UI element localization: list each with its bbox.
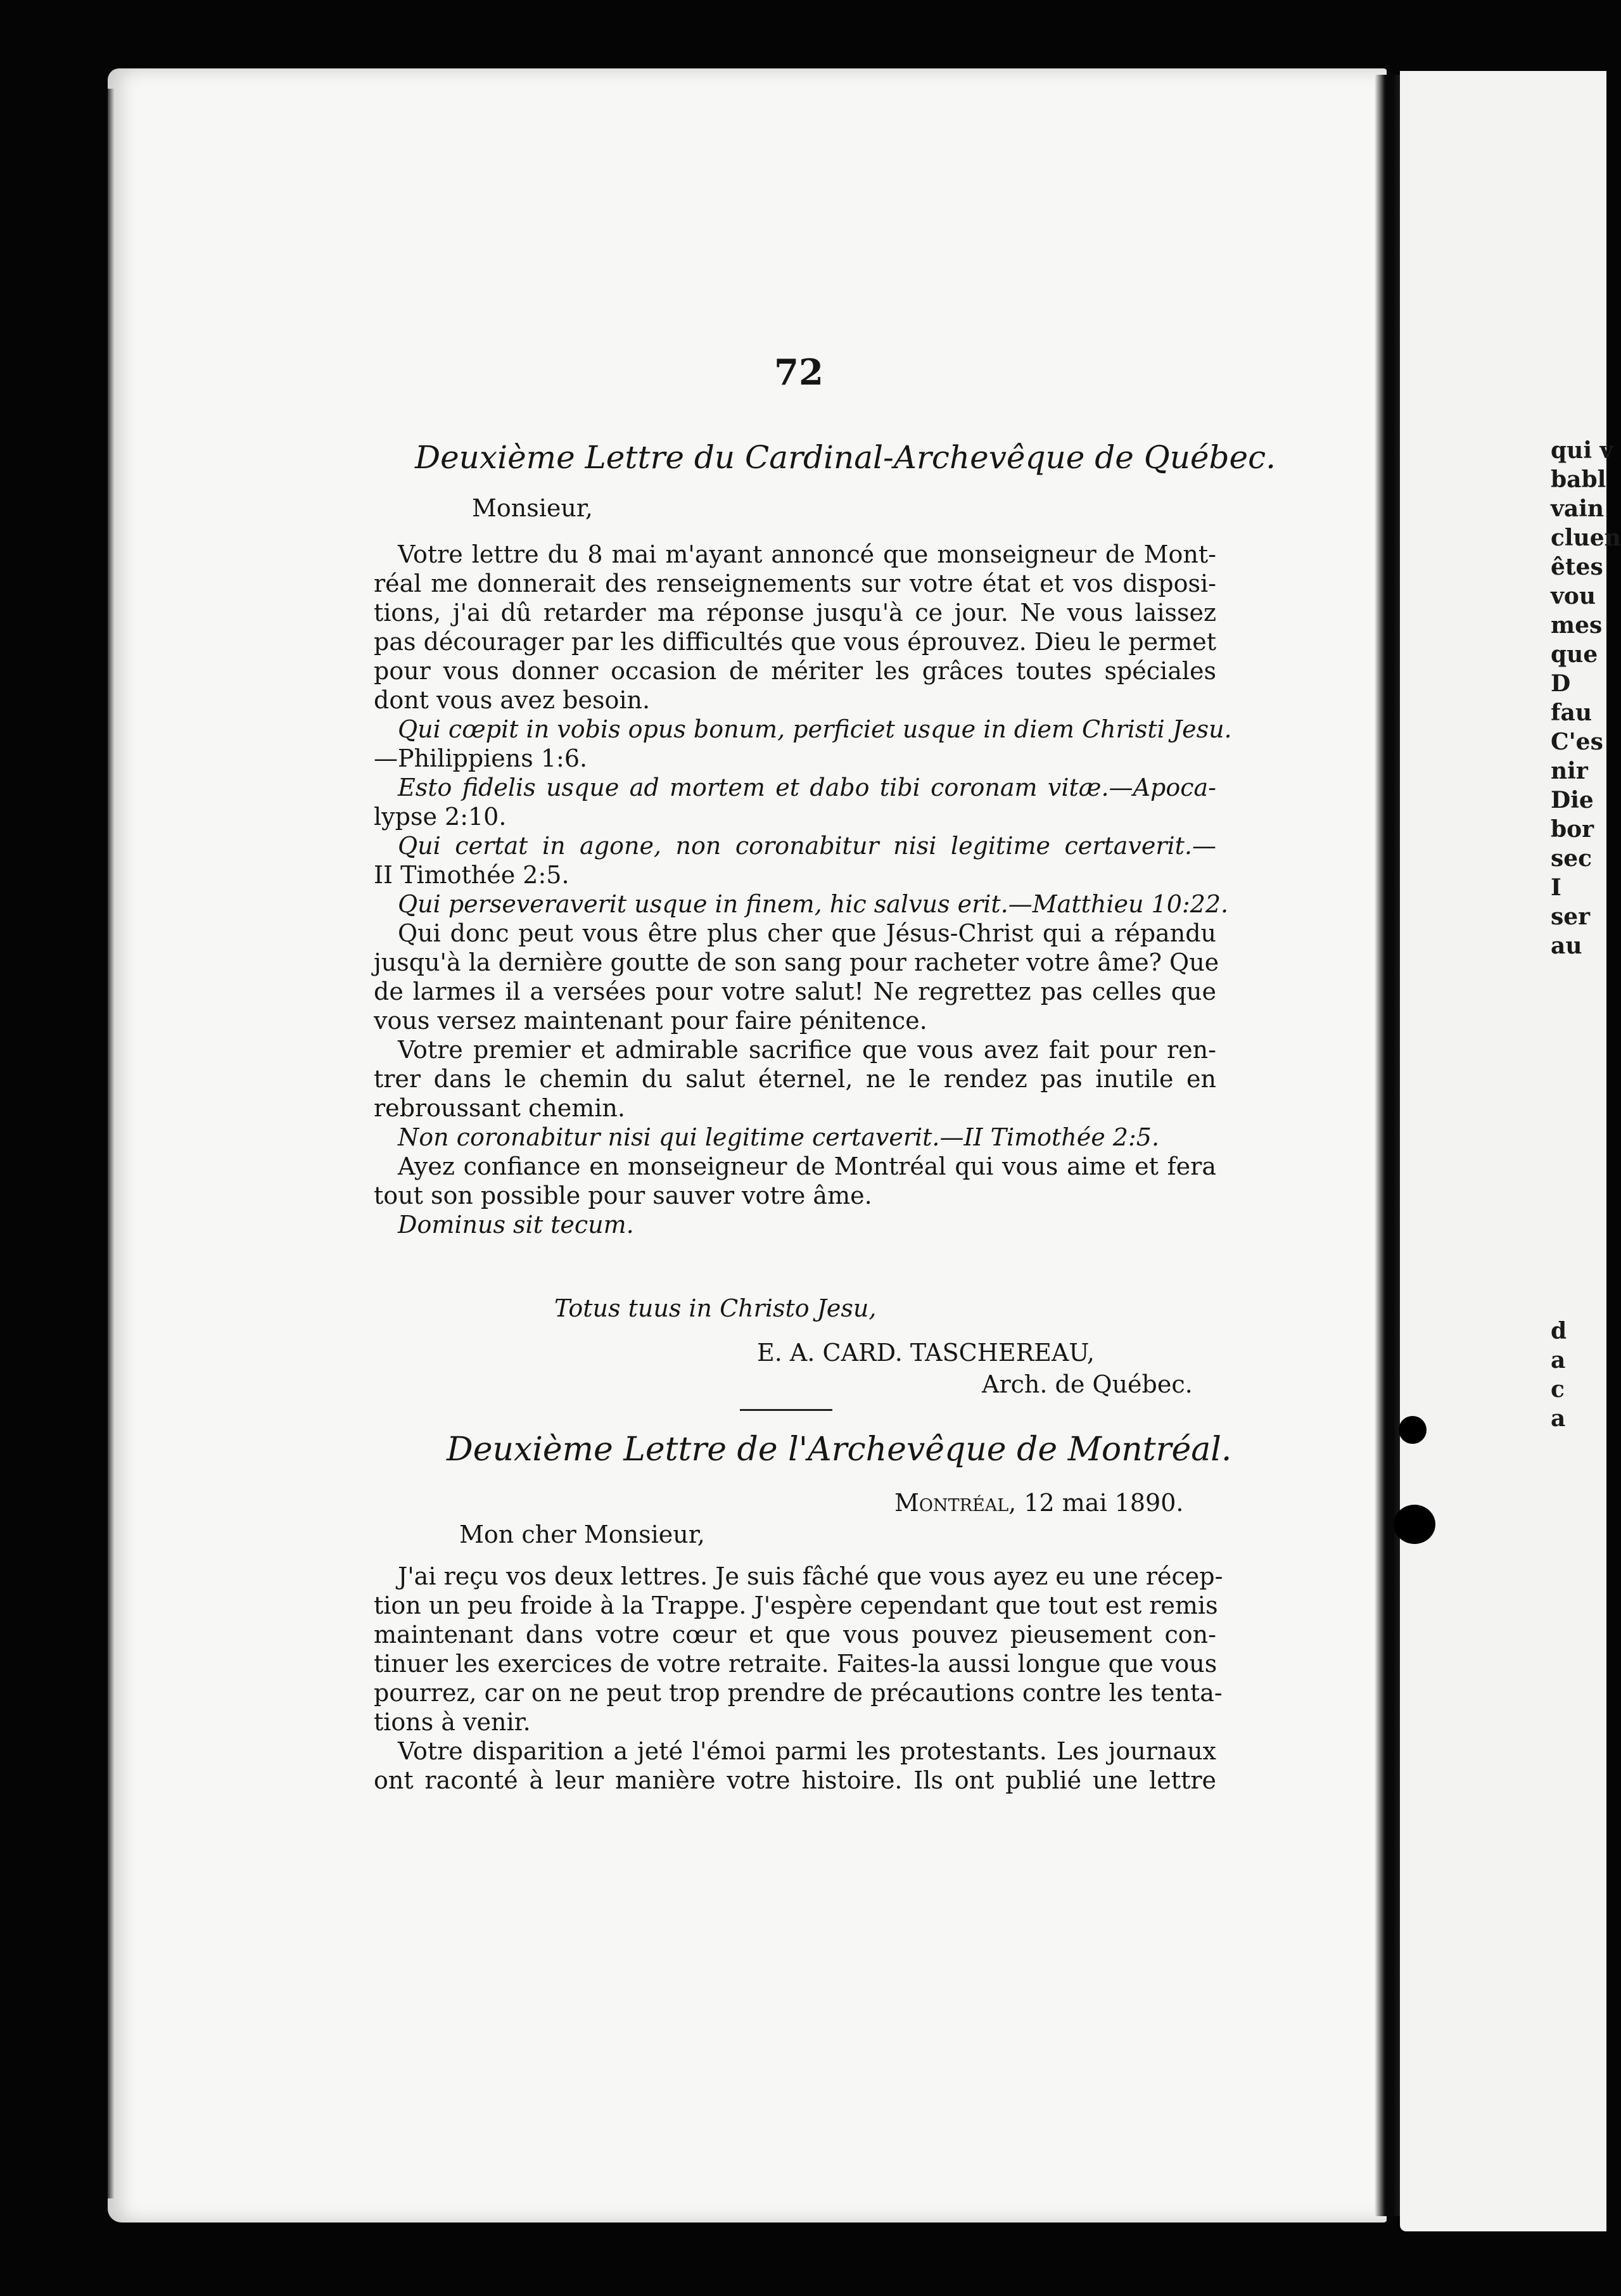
letter1-body <box>374 540 1232 1239</box>
text-line: Qui certat in agone, non coronabitur nisi legitime certaverit.— <box>398 832 1216 860</box>
next-page-word-fragment: au <box>1551 933 1582 959</box>
letter1-title: Deuxième Lettre du Cardinal-Archevêque de Québec. <box>415 439 1276 476</box>
text-line: dont vous avez besoin. <box>374 686 651 714</box>
next-page-word-fragment: vain <box>1551 495 1605 522</box>
gutter-line <box>1387 70 1393 2224</box>
text-line: tions, j'ai dû retarder ma réponse jusqu'à ce jour. Ne vous laissez <box>374 599 1216 627</box>
next-page-word-fragment: Die <box>1551 787 1594 813</box>
text-line: réal me donnerait des renseignements sur votre état et vos disposi- <box>374 570 1216 597</box>
right-page-fragment <box>1400 71 1606 2231</box>
text-line: II Timothée 2:5. <box>374 861 569 889</box>
letter1-signature: E. A. CARD. TASCHEREAU, <box>757 1339 1095 1367</box>
next-page-word-fragment: bor <box>1551 816 1594 843</box>
next-page-word-fragment: mes <box>1551 612 1603 639</box>
next-page-word-fragment: sec <box>1551 845 1592 872</box>
text-line: tinuer les exercices de votre retraite. Faites-la aussi longue que vous <box>374 1650 1217 1678</box>
letter2-date: 12 mai 1890. <box>1024 1489 1184 1517</box>
text-line: pour vous donner occasion de mériter les grâces toutes spéciales <box>374 657 1216 685</box>
next-page-word-fragment: que <box>1551 641 1598 668</box>
letter2-body <box>374 1562 1223 1795</box>
letter1-closing: Totus tuus in Christo Jesu, <box>554 1294 877 1322</box>
letter2-title: Deuxième Lettre de l'Archevêque de Montréal. <box>447 1431 1232 1469</box>
text-line: de larmes il a versées pour votre salut! Ne regrettez pas celles que <box>374 978 1216 1005</box>
letter2-place: Montréal, <box>894 1489 1017 1517</box>
text-line: pas décourager par les difficultés que vous éprouvez. Dieu le permet <box>374 628 1216 656</box>
text-line: Ayez confiance en monseigneur de Montréal qui vous aime et fera <box>398 1152 1216 1180</box>
text-line: —Philippiens 1:6. <box>374 744 588 772</box>
text-line: ont raconté à leur manière votre histoire. Ils ont publié une lettre <box>374 1766 1216 1794</box>
next-page-word-fragment: D <box>1551 670 1571 697</box>
letter2-salutation: Mon cher Monsieur, <box>459 1521 705 1548</box>
text-line: vous versez maintenant pour faire pénitence. <box>374 1007 927 1035</box>
text-line: tions à venir. <box>374 1708 531 1736</box>
binding-mark <box>1399 1416 1427 1444</box>
text-line: Votre lettre du 8 mai m'ayant annoncé que monseigneur de Mont- <box>398 540 1216 568</box>
page-edge-shadow <box>108 89 114 2198</box>
text-line: Votre disparition a jeté l'émoi parmi les protestants. Les journaux <box>398 1737 1216 1765</box>
next-page-word-fragment: nir <box>1551 758 1588 784</box>
next-page-word-fragment: babl <box>1551 466 1606 493</box>
letter1-signature-title: Arch. de Québec. <box>982 1370 1193 1398</box>
text-line: tout son possible pour sauver votre âme. <box>374 1182 872 1209</box>
text-line: rebroussant chemin. <box>374 1094 625 1122</box>
next-page-word-fragment: cluen <box>1551 525 1621 551</box>
text-line: trer dans le chemin du salut éternel, ne le rendez pas inutile en <box>374 1065 1216 1093</box>
next-page-word-fragment: a <box>1551 1405 1566 1432</box>
text-line: Votre premier et admirable sacrifice que vous avez fait pour ren- <box>398 1036 1216 1064</box>
text-line: Qui donc peut vous être plus cher que Jésus-Christ qui a répandu <box>398 919 1216 947</box>
text-line: Dominus sit tecum. <box>398 1211 634 1239</box>
text-line: tion un peu froide à la Trappe. J'espère cependant que tout est remis <box>374 1591 1218 1619</box>
text-line: lypse 2:10. <box>374 803 507 831</box>
next-page-word-fragment: vou <box>1551 583 1596 609</box>
next-page-word-fragment: c <box>1551 1376 1565 1403</box>
text-line: Non coronabitur nisi qui legitime certaverit.—II Timothée 2:5. <box>398 1123 1160 1151</box>
text-line: Esto fidelis usque ad mortem et dabo tibi coronam vitæ.—Apoca- <box>398 774 1216 801</box>
next-page-word-fragment: a <box>1551 1347 1566 1374</box>
text-line: J'ai reçu vos deux lettres. Je suis fâché que vous ayez eu une récep- <box>398 1562 1223 1590</box>
next-page-word-fragment: I <box>1551 874 1561 901</box>
binding-mark <box>1394 1505 1435 1544</box>
next-page-word-fragment: qui v <box>1551 437 1613 464</box>
section-divider <box>740 1409 832 1411</box>
letter2-dateline <box>894 1489 1183 1517</box>
next-page-word-fragment: C'es <box>1551 729 1603 755</box>
letter1-salutation: Monsieur, <box>472 494 593 522</box>
text-line: Qui perseveraverit usque in finem, hic salvus erit.—Matthieu 10:22. <box>398 890 1229 918</box>
text-line: maintenant dans votre cœur et que vous pouvez pieusement con- <box>374 1621 1216 1649</box>
next-page-word-fragment: d <box>1551 1318 1567 1344</box>
text-line: pourrez, car on ne peut trop prendre de précautions contre les tenta- <box>374 1679 1223 1707</box>
text-line: jusqu'à la dernière goutte de son sang pour racheter votre âme? Que <box>374 948 1219 976</box>
page-number: 72 <box>774 352 823 393</box>
next-page-word-fragment: fau <box>1551 699 1592 726</box>
next-page-word-fragment: êtes <box>1551 554 1603 580</box>
text-line: Qui cœpit in vobis opus bonum, perficiet usque in diem Christi Jesu. <box>398 715 1232 743</box>
next-page-word-fragment: ser <box>1551 903 1591 930</box>
